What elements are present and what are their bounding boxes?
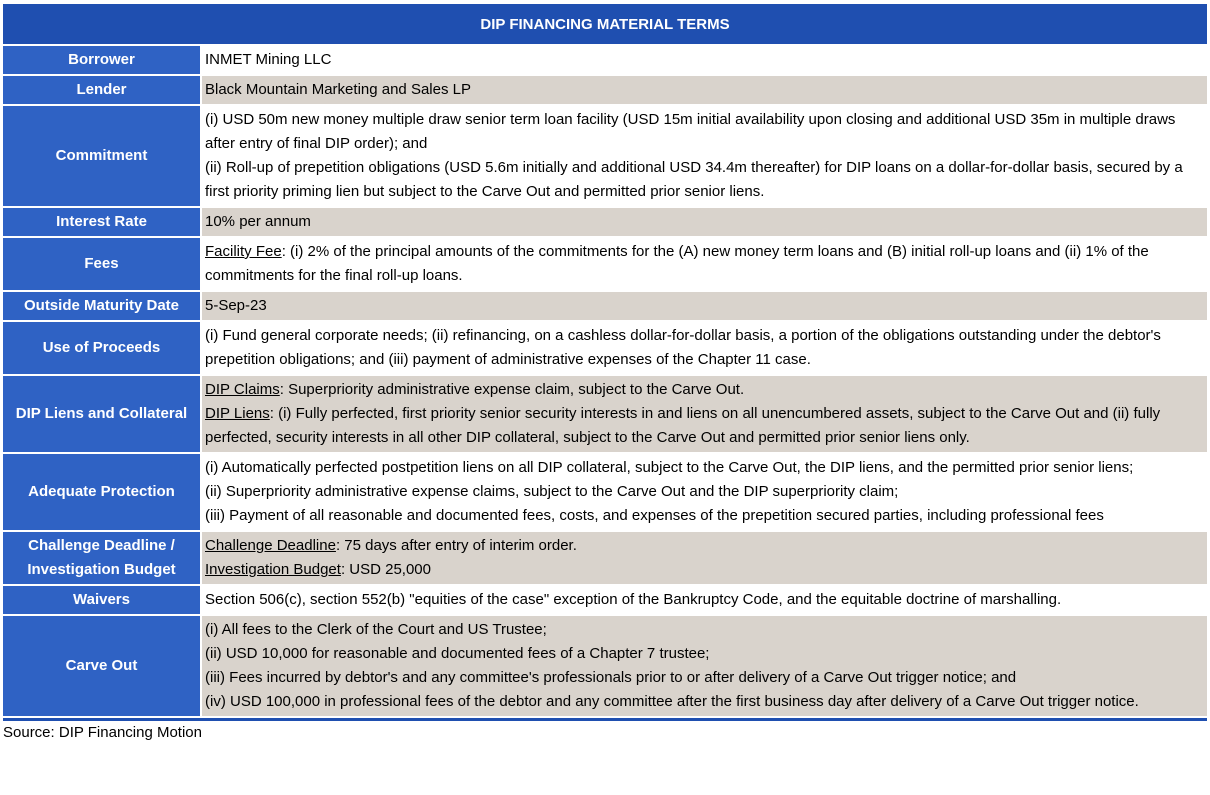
row-label: Outside Maturity Date [3,291,201,321]
term-heading: Facility Fee [205,243,282,260]
row-label: Adequate Protection [3,453,201,531]
table-row [3,615,1207,717]
source-note: Source: DIP Financing Motion [3,724,202,741]
value-line [205,402,1197,450]
value-text: (iv) USD 100,000 in professional fees of the debtor and any committee after the first business day after delivery of a Carve Out trigger notice. [205,693,1139,710]
value-text: : USD 25,000 [340,561,431,578]
value-text: : Superpriority administrative expense claim, subject to the Carve Out. [279,381,745,398]
row-label: Fees [3,237,201,291]
terms-sheet [3,4,1207,743]
value-line [205,666,1197,690]
row-value [201,375,1207,453]
value-line [205,504,1197,528]
row-label: Lender [3,75,201,105]
row-value [201,105,1207,207]
value-line [205,324,1197,372]
value-text: (i) Fund general corporate needs; (ii) refinancing, on a cashless dollar-for-dollar basis, a portion of the obligations outstanding under the debtor's prepetition obligations; and (iii) payment of administrative expenses of the Chapter 11 case. [205,327,1161,368]
row-value [201,615,1207,717]
table-row [3,237,1207,291]
row-value [201,321,1207,375]
row-value [201,585,1207,615]
value-line [205,480,1197,504]
value-line [205,378,1197,402]
row-label: Commitment [3,105,201,207]
value-text: : (i) 2% of the principal amounts of the commitments for the (A) new money term loans and (B) initial roll-up loans and (ii) 1% of the commitments for the final roll-up loans. [205,243,1149,284]
terms-table [3,4,1207,718]
value-line [205,240,1197,288]
value-line [205,534,1197,558]
row-value [201,531,1207,585]
table-title: DIP FINANCING MATERIAL TERMS [3,4,1207,45]
value-line [205,48,1197,72]
term-heading: Investigation Budget [205,561,341,578]
value-text: Section 506(c), section 552(b) "equities of the case" exception of the Bankruptcy Code, and the equitable doctrine of marshalling. [205,591,1062,608]
table-row [3,75,1207,105]
value-line [205,588,1197,612]
row-label: Interest Rate [3,207,201,237]
value-text: (i) USD 50m new money multiple draw senior term loan facility (USD 15m initial availability upon closing and additional USD 35m in multiple draws after entry of final DIP order); and [205,111,1176,152]
value-text: INMET Mining LLC [205,51,332,68]
value-line [205,156,1197,204]
row-label: Carve Out [3,615,201,717]
row-value [201,75,1207,105]
value-text: (iii) Fees incurred by debtor's and any committee's professionals prior to or after delivery of a Carve Out trigger notice; and [205,669,1017,686]
value-line [205,690,1197,714]
value-text: (ii) Superpriority administrative expense claims, subject to the Carve Out and the DIP superpriority claim; [205,483,899,500]
term-heading: DIP Claims [205,381,280,398]
value-text: 5-Sep-23 [205,297,267,314]
value-line [205,294,1197,318]
table-row [3,321,1207,375]
value-text: Black Mountain Marketing and Sales LP [205,81,471,98]
value-text: 10% per annum [205,213,311,230]
row-label: Waivers [3,585,201,615]
value-line [205,210,1197,234]
table-row [3,375,1207,453]
value-text: (ii) USD 10,000 for reasonable and documented fees of a Chapter 7 trustee; [205,645,710,662]
row-value [201,291,1207,321]
value-text: (i) All fees to the Clerk of the Court and US Trustee; [205,621,547,638]
value-text: : 75 days after entry of interim order. [335,537,577,554]
table-row [3,105,1207,207]
table-row [3,45,1207,75]
row-value [201,237,1207,291]
table-row [3,453,1207,531]
row-label: DIP Liens and Collateral [3,375,201,453]
row-value [201,45,1207,75]
table-row [3,291,1207,321]
row-label: Borrower [3,45,201,75]
value-line [205,78,1197,102]
value-line [205,558,1197,582]
table-row [3,531,1207,585]
value-line [205,456,1197,480]
row-label: Challenge Deadline / Investigation Budget [3,531,201,585]
value-line [205,642,1197,666]
value-text: (iii) Payment of all reasonable and documented fees, costs, and expenses of the prepetition secured parties, including professional fees [205,507,1104,524]
value-text: (ii) Roll-up of prepetition obligations (USD 5.6m initially and additional USD 34.4m thereafter) for DIP loans on a dollar-for-dollar basis, secured by a first priority priming lien but subject to the Carve Out and permitted prior senior liens. [205,159,1183,200]
term-heading: DIP Liens [205,405,270,422]
row-value [201,207,1207,237]
table-row [3,585,1207,615]
row-value [201,453,1207,531]
value-line [205,618,1197,642]
table-row [3,207,1207,237]
term-heading: Challenge Deadline [205,537,336,554]
value-text: : (i) Fully perfected, first priority senior security interests in and liens on all unencumbered assets, subject to the Carve Out and (ii) fully perfected, security interests in all other DIP collateral, subject to the Carve Out and permitted prior senior liens only. [205,405,1161,446]
value-text: (i) Automatically perfected postpetition liens on all DIP collateral, subject to the Carve Out, the DIP liens, and the permitted prior senior liens; [205,459,1134,476]
bottom-rule [3,718,1207,721]
row-label: Use of Proceeds [3,321,201,375]
value-line [205,108,1197,156]
title-row [3,4,1207,45]
